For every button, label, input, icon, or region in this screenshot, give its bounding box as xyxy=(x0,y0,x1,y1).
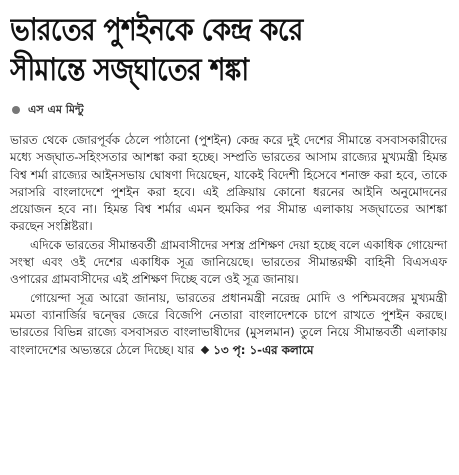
byline-author: এস এম মিন্টু xyxy=(28,102,84,116)
bullet-dot-icon xyxy=(12,106,20,114)
byline xyxy=(10,102,449,118)
article-paragraph-3-text: গোয়েন্দা সূত্র আরো জানায়, ভারতের প্রধানমন্ত্রী নরেন্দ্র মোদি ও পশ্চিমবঙ্গের মুখ্যমন্ত্রী মমতা ব্যানার্জির দ্বন্দ্বের জেরে বিজেপি নেতারা বাংলাদেশকে চাপে রাখতে পুশইন করছে। ভারতের বিভিন্ন রাজ্যে বসবাসরত বাংলাভাষীদের (মুসলমান) তুলে নিয়ে সীমান্তবর্তী এলাকায় বাংলাদেশের অভ্যন্তরে ঠেলে দিচ্ছে। যার xyxy=(10,290,447,357)
diamond-marker-icon xyxy=(201,345,209,353)
continuation-text: ১৩ পৃ: ১-এর কলামে xyxy=(213,342,314,357)
headline xyxy=(10,10,449,90)
article-paragraph-1: ভারত থেকে জোরপূর্বক ঠেলে পাঠানো (পুশইন) কেন্দ্র করে দুই দেশের সীমান্তে বসবাসকারীদের মধ্যে সজ্ঘাত-সহিংসতার আশঙ্কা করা হচ্ছে। সম্প্রতি ভারতের আসাম রাজ্যের মুখ্যমন্ত্রী হিমন্ত বিশ্ব শর্মা রাজ্যের আইনসভায় ঘোষণা দিয়েছেন, যাকেই বিদেশী হিসেবে শনাক্ত করা হবে, তাকে সরাসরি বাংলাদেশে পুশইন করা হবে। এই প্রক্রিয়ায় কোনো ধরনের আইনি অনুমোদনের প্রয়োজন হবে না। হিমন্ত বিশ্ব শর্মার এমন হুমকির পর সীমান্ত এলাকায় সজ্ঘাতের আশঙ্কা করছেন সংশ্লিষ্টরা। xyxy=(10,133,447,234)
article-body xyxy=(10,132,447,359)
headline-line-2: সীমান্তে সজ্ঘাতের শঙ্কা xyxy=(10,52,249,88)
headline-line-1: ভারতের পুশইনকে কেন্দ্র করে xyxy=(10,12,303,48)
continuation-note xyxy=(194,343,313,357)
article-paragraph-3 xyxy=(10,290,447,359)
article-paragraph-2: এদিকে ভারতের সীমান্তবর্তী গ্রামবাসীদের সশস্ত্র প্রশিক্ষণ দেয়া হচ্ছে বলে একাধিক গোয়েন্দা সংস্থা এবং ওই দেশের একাধিক সূত্র জানিয়েছে। ভারতের সীমান্তরক্ষী বাহিনী বিএসএফ ওপারের গ্রামবাসীদের এই প্রশিক্ষণ দিচ্ছে বলে ওই সূত্র জানায়। xyxy=(10,237,447,287)
